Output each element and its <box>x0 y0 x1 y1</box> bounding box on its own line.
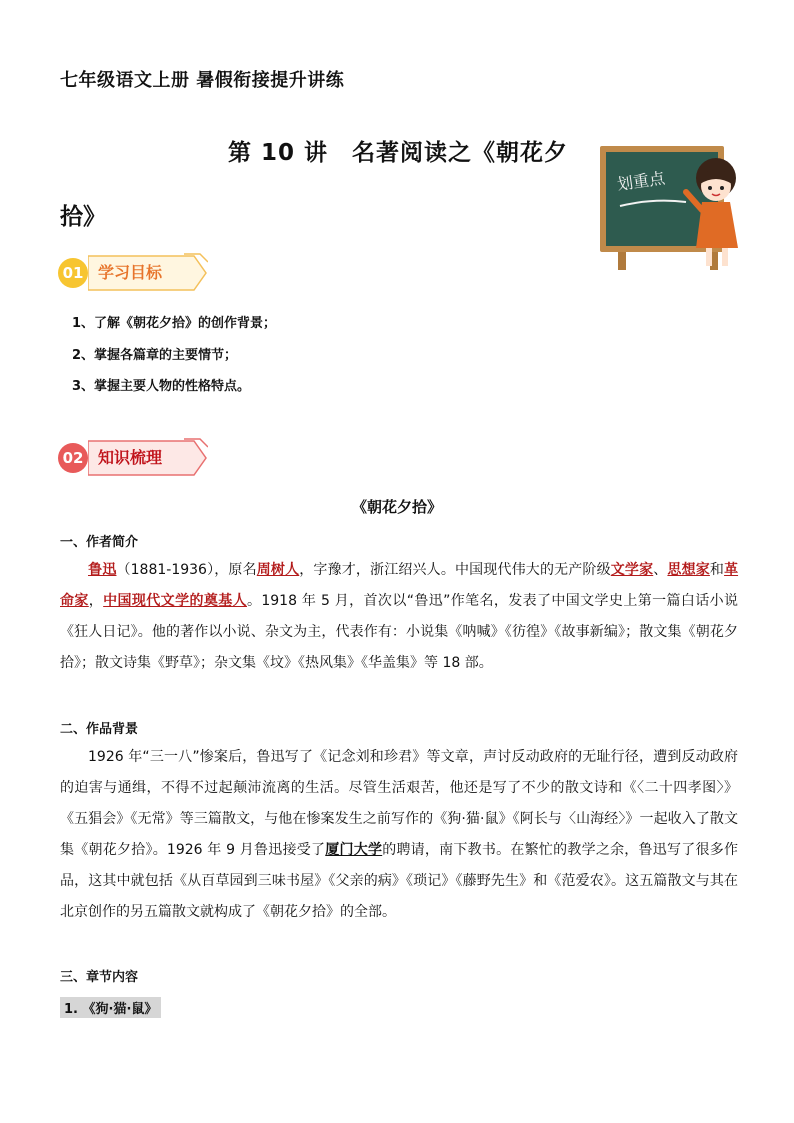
text-run: 1926 年“三一八”惨案后，鲁迅写了《记念刘和珍君》等文章，声讨反动政府的无耻行径，遭到反动政府的迫害与通缉，不得不过起颠沛流离的生活。尽管生活艰苦，他还是写了不少的散文诗和《〈二十四孝图〉》《五猖会》《无常》等三篇散文，与他在惨案发生之前写作的《狗·猫·鼠》《阿长与〈山海经〉》一起收入了散文集《朝花夕拾》。1926 年 9 月鲁迅接受了 <box>60 749 738 858</box>
background-heading: 二、作品背景 <box>60 722 139 737</box>
board-text: 划重点 <box>615 168 667 194</box>
chapters-heading: 三、章节内容 <box>60 970 139 985</box>
text-run: ， <box>88 593 104 609</box>
highlighted-term: 厦门大学 <box>325 842 383 858</box>
text-run: 。1918 年 5 月，首次以“鲁迅”作笔名，发表了中国文学史上第一篇白话小说《狂人日记》。他的著作以小说、杂文为主，代表作有：小说集《呐喊》《彷徨》《故事新编》；散文集《朝花夕拾》；散文诗集《野草》；杂文集《坟》《热风集》《华盖集》等 18 部。 <box>60 593 738 671</box>
text-run: （1881-1936），原名 <box>116 562 257 578</box>
highlighted-term: 思想家 <box>667 562 710 578</box>
section-label: 知识梳理 <box>98 448 163 467</box>
series-title: 七年级语文上册 暑假衔接提升讲练 <box>60 70 345 91</box>
text-run: 的聘请，南下教书。在繁忙的教学之余，鲁迅写了很多作品，这其中就包括《从百草园到三味书屋》《父亲的病》《琐记》《藤野先生》和《范爱农》。这五篇散文与其在北京创作的另五篇散文就构成了《朝花夕拾》的全部。 <box>60 842 738 920</box>
goal-item-1: 1、了解《朝花夕拾》的创作背景； <box>72 316 277 331</box>
lesson-title: 第 10 讲 名著阅读之《朝花夕 <box>228 140 569 166</box>
goal-item-2: 2、掌握各篇章的主要情节； <box>72 348 238 363</box>
highlighted-term: 革命家 <box>60 562 739 609</box>
highlighted-term: 中国现代文学的奠基人 <box>103 593 247 609</box>
lesson-title-continued: 拾》 <box>60 204 106 230</box>
author-paragraph <box>60 555 738 679</box>
section-badge-knowledge <box>58 437 208 481</box>
text-run: ，字豫才，浙江绍兴人。中国现代伟大的无产阶级 <box>299 562 611 578</box>
author-heading: 一、作者简介 <box>60 535 139 550</box>
chapter-title: 1. 《狗·猫·鼠》 <box>60 997 161 1018</box>
book-title: 《朝花夕拾》 <box>351 498 442 516</box>
highlighted-term: 鲁迅 <box>88 562 117 578</box>
teacher-blackboard-illustration <box>598 140 748 270</box>
section-badge-goals <box>58 252 208 296</box>
highlighted-term: 文学家 <box>610 562 654 578</box>
highlighted-term: 周树人 <box>256 562 300 578</box>
goal-item-3: 3、掌握主要人物的性格特点。 <box>72 379 251 394</box>
section-number: 01 <box>58 258 88 288</box>
text-run: 、 <box>653 562 668 578</box>
section-label: 学习目标 <box>98 263 163 282</box>
section-number: 02 <box>58 443 88 473</box>
background-paragraph <box>60 742 738 928</box>
text-run: 和 <box>709 562 725 578</box>
